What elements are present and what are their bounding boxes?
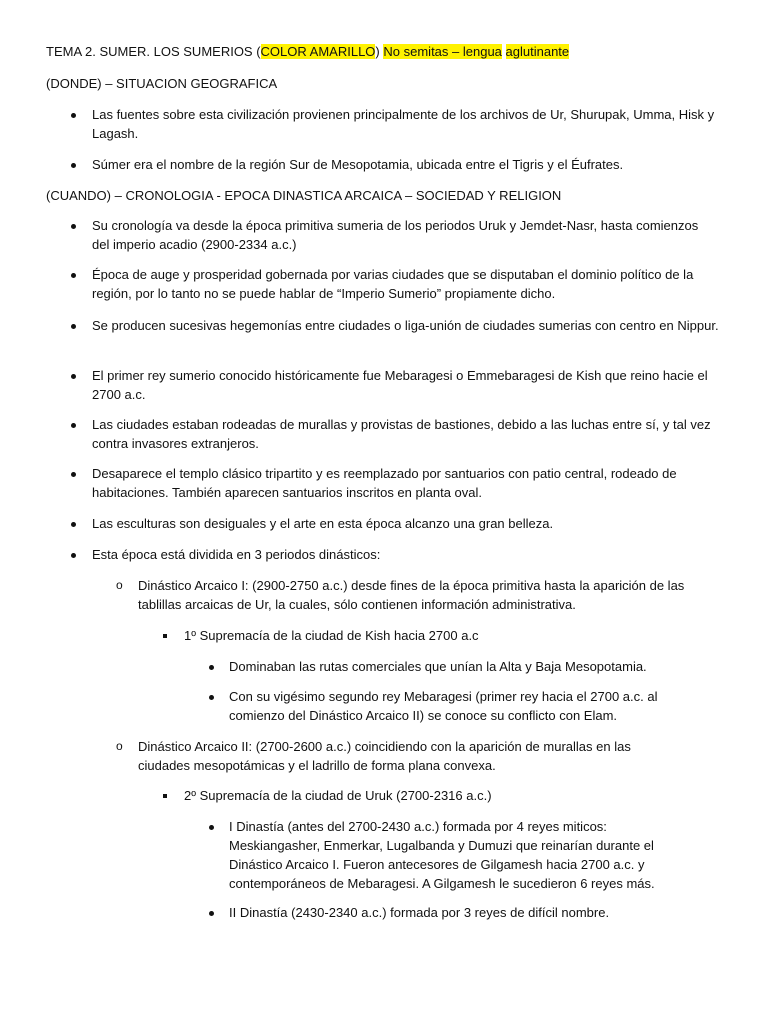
highlight-color: COLOR AMARILLO: [260, 44, 376, 59]
subsublist-item: 2º Supremacía de la ciudad de Uruk (2700-2316 a.c.): [184, 786, 704, 805]
bullet-icon: [71, 374, 76, 379]
list-item: I Dinastía (antes del 2700-2430 a.c.) formada por 4 reyes miticos: Meskiangasher, Enmerkar, Lugalbanda y Dumuzi que reinarían durante el Dinástico Arcaico I. Fueron antecesores de Gilgamesh hacia 2700 a.c. y contemporáneos de Mebaragesi. A Gilgamesh le sucedieron 6 reyes más.: [229, 817, 699, 893]
bullet-icon: [71, 113, 76, 118]
bullet-icon: [71, 423, 76, 428]
circle-bullet-icon: o: [116, 739, 123, 753]
bullet-icon: [71, 553, 76, 558]
list-item: Desaparece el templo clásico tripartito y es reemplazado por santuarios con patio central, rodeado de habitaciones. También aparecen santuarios inscritos en planta oval.: [92, 464, 732, 502]
circle-bullet-icon: o: [116, 578, 123, 592]
square-bullet-icon: [163, 634, 167, 638]
title-close: ): [375, 44, 380, 59]
list-item: Las esculturas son desiguales y el arte en esta época alcanzo una gran belleza.: [92, 514, 732, 533]
bullet-icon: [71, 472, 76, 477]
list-item: Esta época está dividida en 3 periodos dinásticos:: [92, 545, 732, 564]
list-item: Con su vigésimo segundo rey Mebaragesi (primer rey hacia el 2700 a.c. al comienzo del Dinástico Arcaico II) se conoce su conflicto con Elam.: [229, 687, 709, 725]
list-item: Las ciudades estaban rodeadas de murallas y provistas de bastiones, debido a las luchas entre sí, y tal vez contra invasores extranjeros.: [92, 415, 722, 453]
section-heading-cuando: (CUANDO) – CRONOLOGIA - EPOCA DINASTICA ARCAICA – SOCIEDAD Y RELIGION: [46, 188, 562, 203]
subsublist-item: 1º Supremacía de la ciudad de Kish hacia 2700 a.c: [184, 626, 704, 645]
bullet-icon: [71, 273, 76, 278]
list-item: Su cronología va desde la época primitiva sumeria de los periodos Uruk y Jemdet-Nasr, hasta comienzos del imperio acadio (2900-2334 a.c.): [92, 216, 702, 254]
bullet-icon: [209, 695, 214, 700]
list-item: Se producen sucesivas hegemonías entre ciudades o liga-unión de ciudades sumerias con centro en Nippur.: [92, 316, 720, 335]
highlight-semitas: No semitas – lengua: [383, 44, 502, 59]
bullet-icon: [71, 324, 76, 329]
bullet-icon: [71, 522, 76, 527]
title-text: TEMA 2. SUMER. LOS SUMERIOS (: [46, 44, 261, 59]
list-item: Súmer era el nombre de la región Sur de Mesopotamia, ubicada entre el Tigris y el Éufrates.: [92, 155, 720, 174]
bullet-icon: [209, 911, 214, 916]
section-heading-donde: (DONDE) – SITUACION GEOGRAFICA: [46, 76, 278, 91]
bullet-icon: [209, 825, 214, 830]
list-item: Dominaban las rutas comerciales que unían la Alta y Baja Mesopotamia.: [229, 657, 709, 676]
bullet-icon: [71, 163, 76, 168]
sublist-item: o Dinástico Arcaico II: (2700-2600 a.c.) coincidiendo con la aparición de murallas en las ciudades mesopotámicas y el ladrillo de forma plana convexa.: [116, 739, 631, 773]
square-bullet-icon: [163, 794, 167, 798]
sublist-item: o Dinástico Arcaico I: (2900-2750 a.c.) desde fines de la época primitiva hasta la aparición de las tablillas arcaicas de Ur, la cuales, sólo contienen información administrativa.: [116, 578, 685, 612]
bullet-icon: [209, 665, 214, 670]
list-item: II Dinastía (2430-2340 a.c.) formada por 3 reyes de difícil nombre.: [229, 903, 699, 922]
document-title: [46, 42, 569, 61]
highlight-aglutinante: aglutinante: [505, 44, 570, 59]
list-item: El primer rey sumerio conocido históricamente fue Mebaragesi o Emmebaragesi de Kish que reino hacie el 2700 a.c.: [92, 366, 712, 404]
bullet-icon: [71, 224, 76, 229]
list-item: Época de auge y prosperidad gobernada por varias ciudades que se disputaban el dominio político de la región, por lo tanto no se puede hablar de “Imperio Sumerio” propiamente dicho.: [92, 265, 732, 303]
list-item: Las fuentes sobre esta civilización provienen principalmente de los archivos de Ur, Shurupak, Umma, Hisk y Lagash.: [92, 105, 720, 143]
